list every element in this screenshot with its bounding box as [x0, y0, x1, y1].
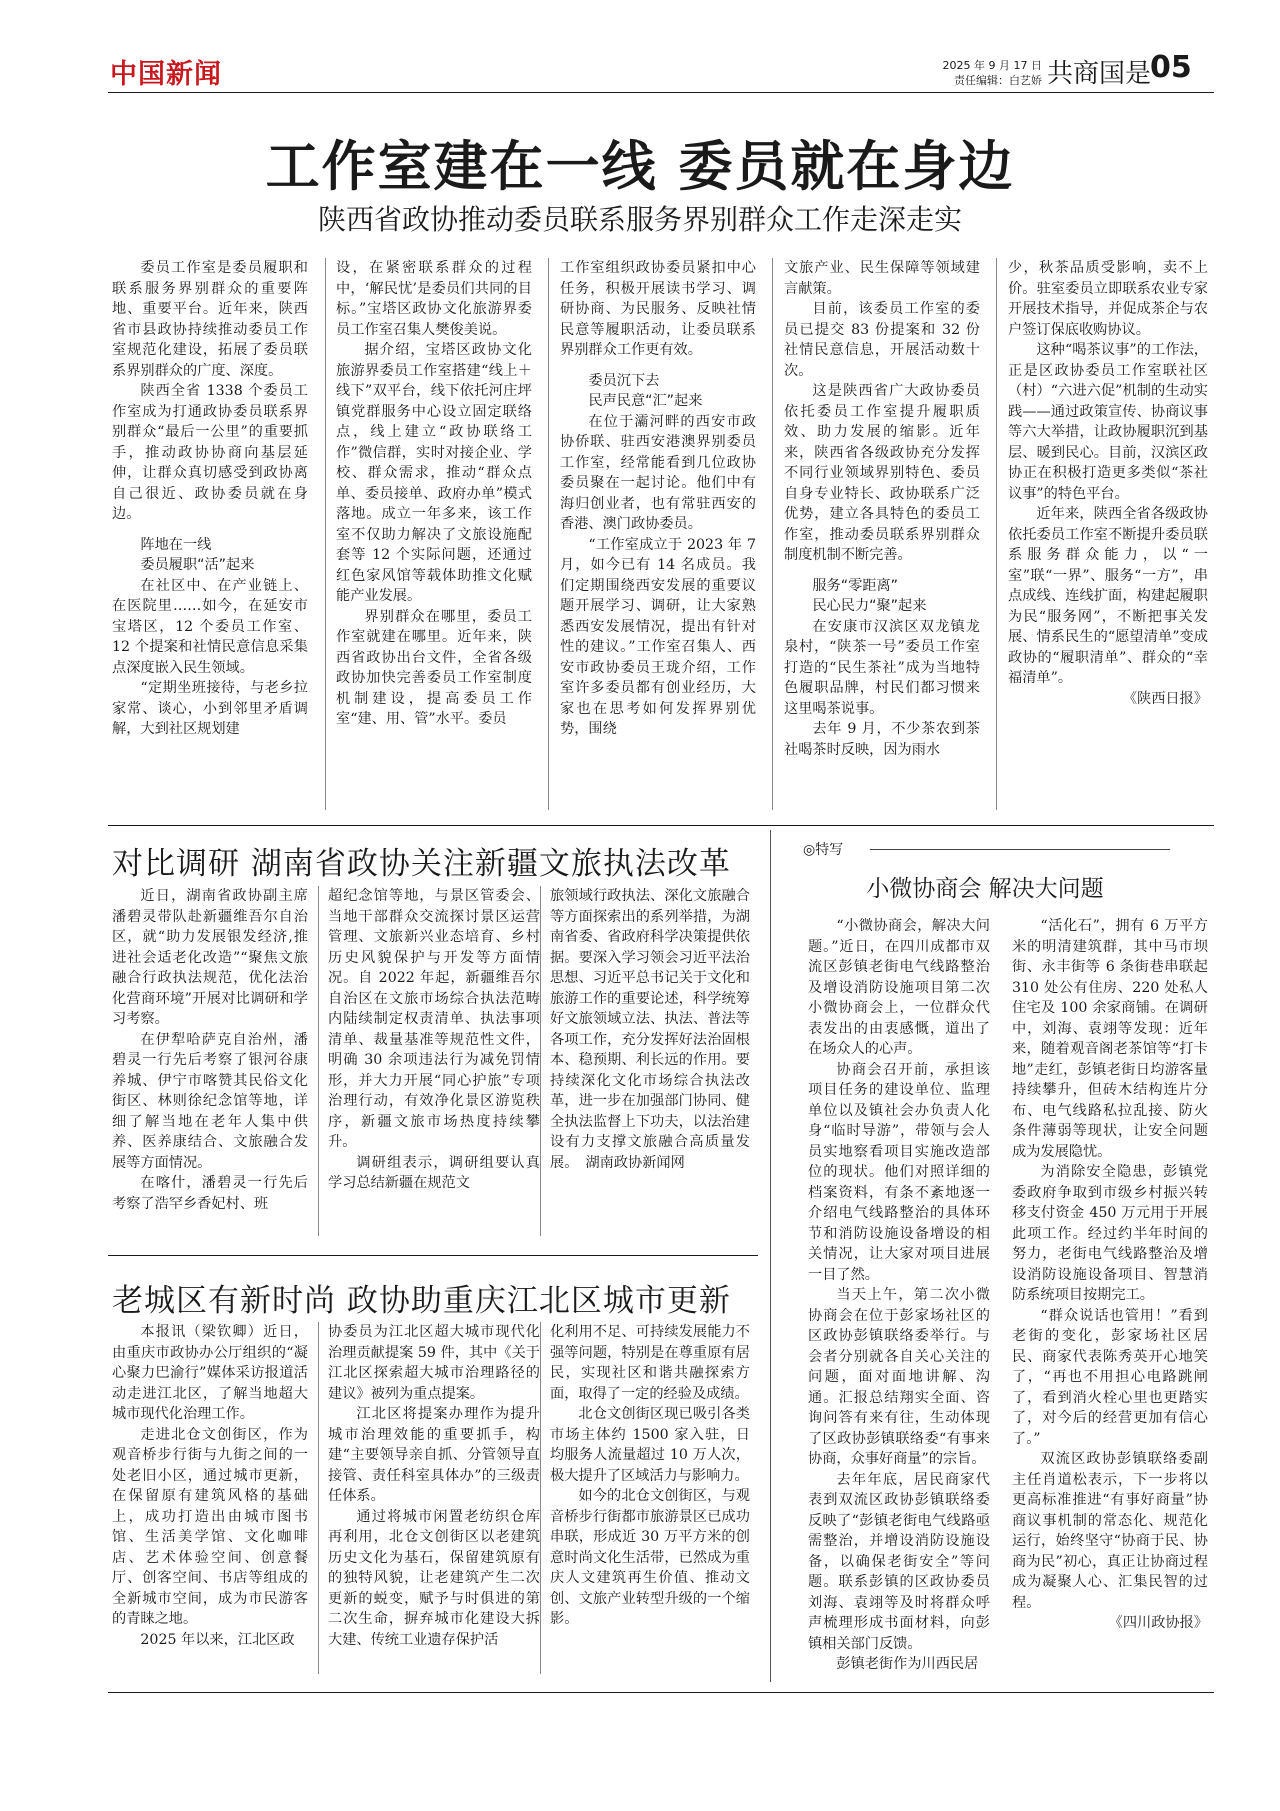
header-rule — [108, 92, 1214, 93]
column-rule — [325, 258, 326, 810]
paragraph: 界别群众在哪里，委员工作室就建在哪里。近年来，陕西省政协出台文件，全省各级政协加快完善委员工作室制度机制建设，提高委员工作室“建、用、管”水平。委员 — [336, 608, 532, 727]
header-meta — [943, 58, 1042, 88]
article2-column-3 — [550, 886, 750, 1246]
column-rule — [548, 258, 549, 810]
article2-column-2 — [328, 886, 540, 1246]
paragraph: 调研组表示，调研组要认真学习总结新疆在规范文 — [328, 1154, 540, 1191]
section-name: 共商国是 — [1047, 59, 1152, 89]
paragraph: 委员工作室是委员履职和联系服务界别群众的重要阵地、重要平台。近年来，陕西省市县政协持续推动委员工作室规范化建设，拓展了委员联系界别群众的广度、深度。 — [112, 260, 308, 379]
article2-column-1 — [112, 886, 308, 1246]
paragraph: 旅领域行政执法、深化文旅融合等方面探索出的系列举措，为湖南省委、省政府科学决策提供依据。要深入学习领会习近平法治思想、习近平总书记关于文化和旅游工作的重要论述，科学统筹好文旅领域立法、执法、普法等各项工作，充分发挥好法治固根本、稳预期、利长远的作用。要持续深化文化市场综合执法改革，进一步在加强部门协同、健全执法监督上下功夫，以法治建设有力支撑文旅融合高质量发展。 湖南政协新闻网 — [550, 888, 750, 1171]
paragraph: 北仓文创街区现已吸引各类市场主体约 1500 家入驻，日均服务人流量超过 10 万人次，极大提升了区域活力与影响力。 — [550, 1406, 750, 1484]
article4-column-2 — [1012, 916, 1208, 1686]
paragraph: 目前，该委员工作室的委员已提交 83 份提案和 32 份社情民意信息，开展活动数十次。 — [784, 301, 980, 379]
paragraph: 在位于灞河畔的西安市政协侨联、驻西安港澳界别委员工作室，经常能看到几位政协委员聚在一起讨论。他们中有海归创业者，也有常驻西安的香港、澳门政协委员。 — [560, 413, 756, 532]
subheading: 委员履职“活”起来 — [140, 557, 255, 573]
paragraph: “群众说话也管用！”看到老街的变化，彭家场社区居民、商家代表陈秀英开心地笑了，“再也不用担心电路跳闸了，看到消火栓心里也更踏实了，对今后的经营更加有信心了。” — [1012, 1307, 1208, 1447]
issue-date: 2025 年 9 月 17 日 — [942, 59, 1042, 72]
paragraph: 设，在紧密联系群众的过程中，‘解民忧’是委员们共同的目标。”宝塔区政协文化旅游界委员工作室召集人樊俊美说。 — [336, 260, 532, 338]
paragraph: 为消除安全隐患，彭镇党委政府争取到市级乡村振兴转移支付资金 450 万元用于开展此项工作。经过约半年时间的努力，老街电气线路整治及增设消防设施设备项目、智慧消防系统项目按期完工。 — [1012, 1164, 1208, 1303]
article3-column-3 — [550, 1322, 750, 1682]
article1-column-1 — [112, 258, 308, 818]
article1-column-3 — [560, 258, 756, 818]
paragraph: 双流区政协彭镇联络委副主任肖道松表示，下一步将以更高标准推进“有事好商量”协商议事机制的常态化、规范化运行，始终坚守“协商于民、协商为民”初心，真正让协商过程成为凝聚人心、汇集民智的过程。 — [1012, 1451, 1208, 1611]
paragraph: “小微协商会，解决大问题。”近日，在四川成都市双流区彭镇老街电气线路整治及增设消防设施项目第二次小微协商会上，一位群众代表发出的由衷感慨，道出了在场众人的心声。 — [808, 918, 990, 1057]
section-rule — [108, 1255, 758, 1256]
paragraph: 去年年底，居民商家代表到双流区政协彭镇联络委反映了“彭镇老街电气线路亟需整治，并增设消防设施设备，以确保老街安全”等问题。联系彭镇的区政协委员刘海、袁翊等及时将群众呼声梳理形成书面材料，向彭镇相关部门反馈。 — [808, 1471, 990, 1652]
paragraph: 协委员为江北区超大城市现代化治理贡献提案 59 件，其中《关于江北区探索超大城市治理路径的建议》被列为重点提案。 — [328, 1324, 540, 1402]
paragraph: 在伊犁哈萨克自治州，潘碧灵一行先后考察了银河谷康养城、伊宁市喀赞其民俗文化街区、林则徐纪念馆等地，详细了解当地在老年人集中供养、医养康结合、文旅融合发展等方面情况。 — [112, 1031, 308, 1171]
paragraph: 文旅产业、民生保障等领域建言献策。 — [784, 260, 980, 297]
paragraph: 本报讯（梁钦卿）近日，由重庆市政协办公厅组织的“凝心聚力巴渝行”媒体采访报道活动走进江北区，了解当地超大城市现代化治理工作。 — [112, 1324, 308, 1422]
feature-divider — [770, 830, 771, 1682]
paragraph: 彭镇老街作为川西民居 — [836, 1656, 979, 1672]
paragraph: 在安康市汉滨区双龙镇龙泉村，“陕茶一号”委员工作室打造的“民生茶社”成为当地特色履职品牌，村民们都习惯来这里喝茶说事。 — [784, 618, 980, 717]
subheading: 民声民意“汇”起来 — [588, 393, 703, 409]
paragraph: 如今的北仓文创街区，与观音桥步行街都市旅游景区已成功串联，形成近 30 万平方米的创意时尚文化生活带，已然成为重庆人文建筑再生价值、推动文创、文旅产业转型升级的一个缩影。 — [550, 1488, 750, 1627]
article1-column-4 — [784, 258, 980, 818]
newspaper-logo: 中国新闻 — [110, 59, 222, 90]
paragraph: “工作室成立于 2023 年 7 月，如今已有 14 名成员。我们定期围绕西安发展的重要议题开展学习、调研，让大家熟悉西安发展情况，提出有针对性的建议。”工作室召集人、西安市政协委员王珑介绍，工作室许多委员都有创业经历，大家也在思考如何发挥界别优势，围绕 — [560, 536, 756, 737]
paragraph: 江北区将提案办理作为提升城市治理效能的重要抓手，构建“主要领导亲自抓、分管领导直接管、责任科室具体办”的三级责任体系。 — [328, 1406, 540, 1504]
paragraph: 在社区中、在产业链上、在医院里……如今，在延安市宝塔区，12 个委员工作室、12 个提案和社情民意信息采集点深度嵌入民生领域。 — [112, 577, 308, 676]
footer-rule — [108, 1692, 1214, 1693]
paragraph: 近年来，陕西全省各级政协依托委员工作室不断提升委员联系服务群众能力，以“一室”联“一界”、服务“一方”，串点成线、连线扩面，构建起履职为民“服务网”，不断把事关发展、情系民生的“愿望清单”变成政协的“履职清单”、群众的“幸福清单”。 — [1008, 506, 1208, 686]
feature-tag: ◎特写 — [803, 842, 844, 858]
paragraph: 2025 年以来，江北区政 — [140, 1631, 295, 1648]
article1-subtitle: 陕西省政协推动委员联系服务界别群众工作走深走实 — [317, 203, 962, 236]
paragraph: 工作室组织政协委员紧扣中心任务，积极开展读书学习、调研协商、为民服务、反映社情民意等履职活动，让委员联系界别群众工作更有效。 — [560, 260, 756, 358]
paragraph: 这种“喝茶议事”的工作法，正是区政协委员工作室联社区（村）“六进六促”机制的生动实践——通过政策宣传、协商议事等六大举措，让政协履职沉到基层、暖到民心。目前，汉滨区政协正在积极打造更多类似“茶社议事”的特色平台。 — [1008, 342, 1208, 502]
subheading: 民心民力“聚”起来 — [812, 598, 927, 614]
paragraph: 在喀什，潘碧灵一行先后考察了浩罕乡香妃村、班 — [112, 1175, 308, 1212]
paragraph: “活化石”，拥有 6 万平方米的明清建筑群，其中马市坝街、永丰街等 6 条街巷串联起 310 处公有住房、220 处私人住宅及 100 余家商铺。在调研中，刘海、袁翊等发现：近年来，随着观音阁老茶馆等“打卡地”走红，彭镇老街日均游客量持续攀升，但砖木结构连片分布、电气线路私拉乱接、防火条件薄弱等现状，让安全问题成为发展隐忧。 — [1012, 918, 1208, 1160]
paragraph: 走进北仓文创街区，作为观音桥步行街与九街之间的一处老旧小区，通过城市更新，在保留原有建筑风格的基础上，成功打造出由城市图书馆、生活美学馆、文化咖啡店、艺术体验空间、创意餐厅、创客空间、书店等组成的全新城市空间，成为市民游客的青睐之地。 — [112, 1426, 308, 1627]
column-rule — [540, 1322, 541, 1674]
paragraph: 近日，湖南省政协副主席潘碧灵带队赴新疆维吾尔自治区，就“助力发展银发经济,推进社会适老化改造”“聚焦文旅融合行政执法规范，优化法治化营商环境”开展对比调研和学习考察。 — [112, 888, 308, 1027]
column-rule — [996, 258, 997, 810]
paragraph: 协商会召开前，承担该项目任务的建设单位、监理单位以及镇社会办负责人化身“临时导游”，带领与会人员实地察看项目实施改造部位的现状。他们对照详细的档案资料，有条不紊地逐一介绍电气线路整治的具体环节和消防设施设备增设的相关情况，让大家对项目进展一目了然。 — [808, 1061, 990, 1283]
paragraph: 通过将城市闲置老纺织仓库再利用，北仓文创街区以老建筑历史文化为基石，保留建筑原有的独特风貌，让老建筑产生二次更新的蜕变，赋予与时俱进的第二次生命，摒弃城市化建设大拆大建、传统工业遗存保护活 — [328, 1508, 540, 1648]
article3-column-1 — [112, 1322, 308, 1682]
paragraph: 少，秋茶品质受影响，卖不上价。驻室委员立即联系农业专家开展技术指导，并促成茶企与农户签订保底收购协议。 — [1008, 260, 1208, 338]
paragraph: 陕西全省 1338 个委员工作室成为打通政协委员联系界别群众“最后一公里”的重要抓手，推动政协协商向基层延伸，让群众真切感受到政协离自己很近、政协委员就在身边。 — [112, 383, 308, 522]
paragraph: 化利用不足、可持续发展能力不强等问题，特别是在尊重原有居民，实现社区和谐共融探索方面，取得了一定的经验及成绩。 — [550, 1324, 750, 1402]
paragraph: 去年 9 月，不少茶农到茶社喝茶时反映，因为雨水 — [784, 721, 980, 758]
article2-title: 对比调研 湖南省政协关注新疆文旅执法改革 — [112, 846, 731, 882]
column-rule — [318, 1322, 319, 1674]
article4-column-1 — [808, 916, 990, 1686]
responsible-editor: 责任编辑：白艺娇 — [954, 74, 1042, 87]
column-rule — [540, 886, 541, 1236]
column-rule — [318, 886, 319, 1236]
paragraph: 超纪念馆等地，与景区管委会、当地干部群众交流探讨景区运营管理、文旅新兴业态培育、乡村历史风貌保护与开发等方面情况。自 2022 年起，新疆维吾尔自治区在文旅市场综合执法范畴内陆续制定权责清单、执法事项清单、裁量基准等规范性文件，明确 30 余项违法行为减免罚情形，并大力开展“同心护旅”专项治理行动，有效净化景区游览秩序，新疆文旅市场热度持续攀升。 — [328, 888, 540, 1150]
article1-source: 《陕西日报》 — [1122, 690, 1208, 707]
subheading: 阵地在一线 — [140, 536, 212, 553]
article1-title: 工作室建在一线 委员就在身边 — [265, 134, 1015, 198]
paragraph: “定期坐班接待，与老乡拉家常、谈心，小到邻里矛盾调解，大到社区规划建 — [112, 680, 308, 737]
section-rule — [108, 825, 1214, 826]
article3-title: 老城区有新时尚 政协助重庆江北区城市更新 — [112, 1283, 731, 1319]
article3-column-2 — [328, 1322, 540, 1682]
paragraph: 这是陕西省广大政协委员依托委员工作室提升履职质效、助力发展的缩影。近年来，陕西省各级政协充分发挥不同行业领域界别特色、委员自身专业特长、政协联系广泛优势，建立各具特色的委员工作室，推动委员联系界别群众制度机制不断完善。 — [784, 383, 980, 563]
article1-column-5 — [1008, 258, 1208, 818]
subheading: 服务“零距离” — [812, 577, 899, 594]
article1-column-2 — [336, 258, 532, 818]
paragraph: 当天上午，第二次小微协商会在位于彭家场社区的区政协彭镇联络委举行。与会者分别就各自关心关注的问题，面对面地讲解、沟通。汇报总结翔实全面、咨询问答有来有往，生动体现了区政协彭镇联络委“有事来协商，众事好商量”的宗旨。 — [808, 1287, 990, 1467]
column-rule — [772, 258, 773, 810]
article4-title: 小微协商会 解决大问题 — [866, 876, 1104, 902]
feature-tag-rule — [870, 849, 1170, 850]
article4-source: 《四川政协报》 — [1108, 1615, 1208, 1631]
page-number: 05 — [1150, 50, 1192, 85]
subheading: 委员沉下去 — [588, 372, 660, 389]
paragraph: 据介绍，宝塔区政协文化旅游界委员工作室搭建“线上＋线下”双平台，线下依托河庄坪镇党群服务中心设立固定联络点，线上建立“政协联络工作”微信群，实时对接企业、学校、群众需求，推动“群众点单、委员接单、政府办单”模式落地。成立一年多来，该工作室不仅助力解决了文旅设施配套等 12 个实际问题，还通过红色家风馆等载体助推文化赋能产业发展。 — [336, 342, 532, 604]
